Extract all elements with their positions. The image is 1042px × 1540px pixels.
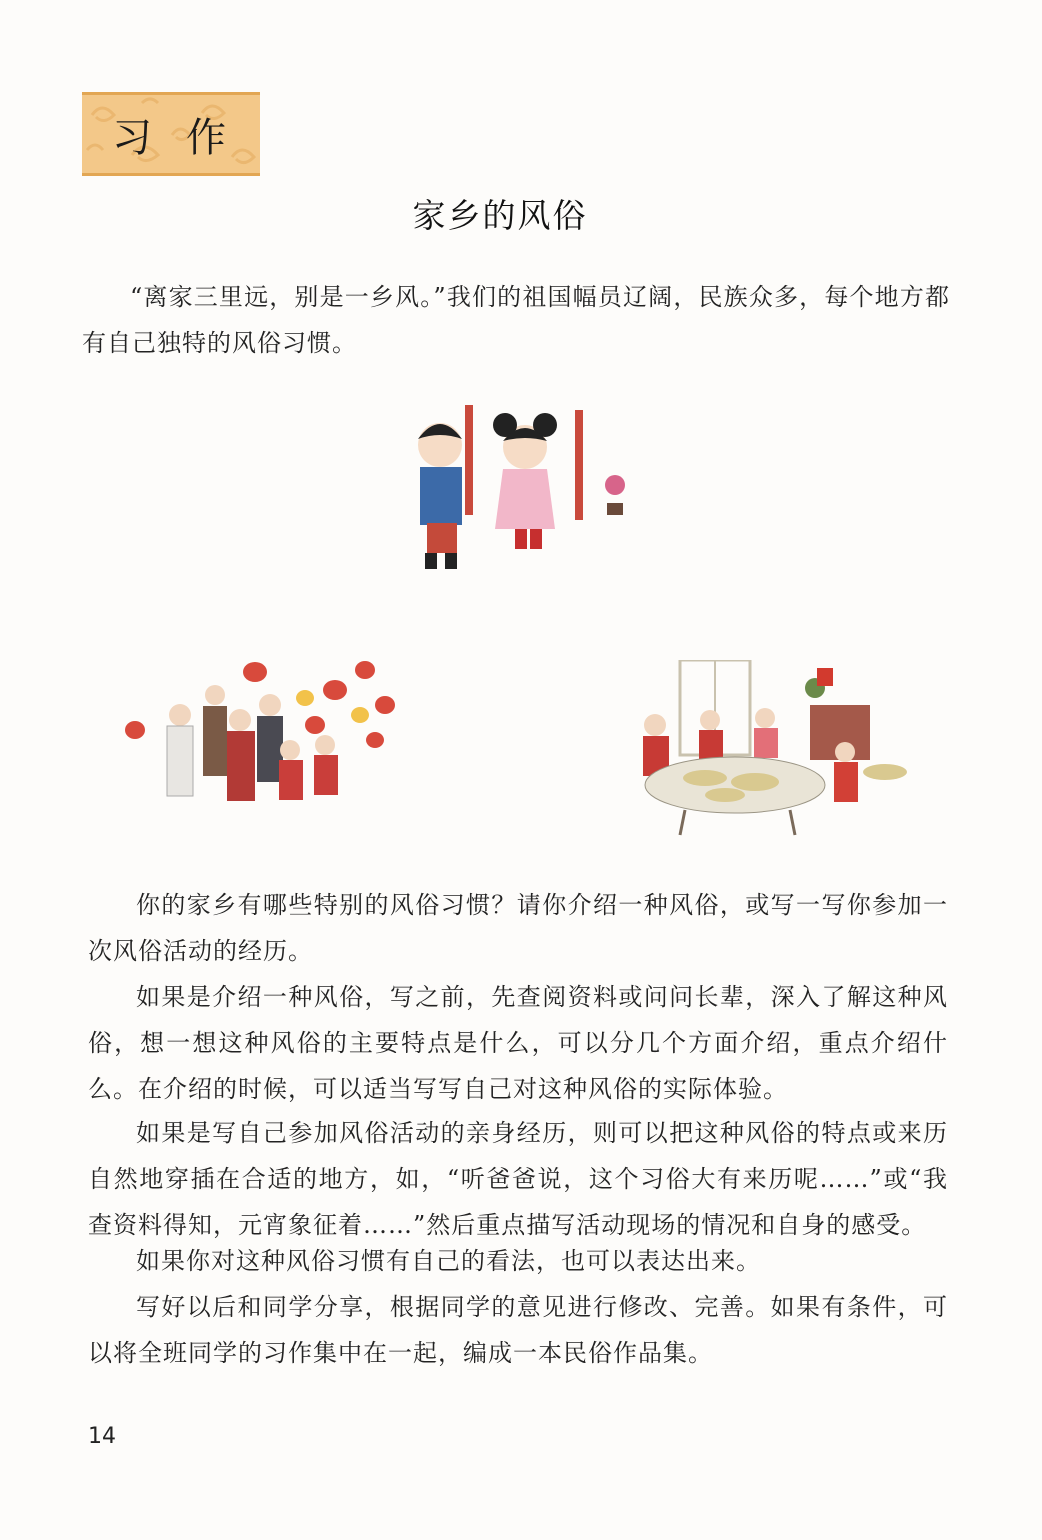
dumpling-making-illustration [555,660,935,840]
page-number: 14 [88,1424,116,1449]
body-paragraph: 如果你对这种风俗习惯有自己的看法，也可以表达出来。 [136,1247,761,1275]
body-paragraph: 如果是写自己参加风俗活动的亲身经历，则可以把这种风俗的特点或来历自然地穿插在合适的地方，如，“听爸爸说，这个习俗大有来历呢……”或“我查资料得知，元宵象征着……”然后重点描写活动现场的情况和自身的感受。 [88,1119,948,1239]
body-paragraph: 写好以后和同学分享，根据同学的意见进行修改、完善。如果有条件，可以将全班同学的习作集中在一起，编成一本民俗作品集。 [88,1293,948,1367]
body-paragraph: 如果是介绍一种风俗，写之前，先查阅资料或问问长辈，深入了解这种风俗，想一想这种风俗的主要特点是什么，可以分几个方面介绍，重点介绍什么。在介绍的时候，可以适当写写自己对这种风俗的实际体验。 [88,983,948,1103]
body-paragraph: 你的家乡有哪些特别的风俗习惯？请你介绍一种风俗，或写一写你参加一次风俗活动的经历。 [88,891,948,965]
page-title: 家乡的风俗 [412,196,588,235]
new-year-greeting-illustration [325,405,650,580]
section-label-text: 习作 [112,114,260,161]
section-label [82,92,260,176]
intro-paragraph: “离家三里远，别是一乡风。”我们的祖国幅员辽阔，民族众多，每个地方都有自己独特的风俗习惯。 [82,283,950,357]
lantern-festival-illustration [105,650,485,830]
